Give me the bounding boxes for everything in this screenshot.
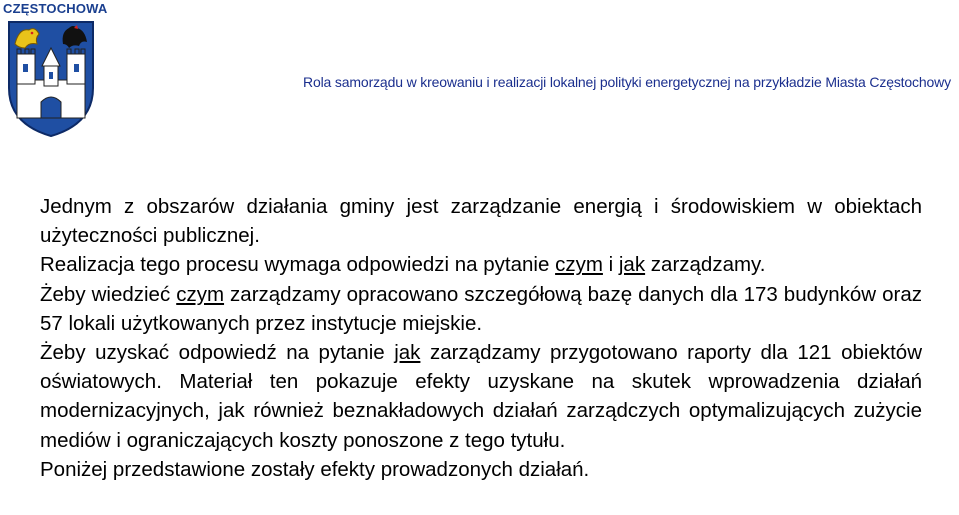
paragraph-4-text-end: zarządzamy przygotowano raporty dla 121 obiektów oświatowych. Materiał ten pokazuje efekty uzyskane na skutek wprowadzenia działań modernizacyjnych, jak również beznakładowych działań zarządczych optymalizujących zużycie mediów i ograniczających koszty ponoszone z tego tytułu. [40, 341, 923, 452]
presentation-title: Rola samorządu w kreowaniu i realizacji lokalnej polityki energetycznej na przykładzie Miasta Częstochowy [303, 74, 951, 90]
main-content [40, 192, 922, 484]
paragraph-3-text-end: zarządzamy opracowano szczegółową bazę danych dla 173 budynków oraz 57 lokali użytkowanych przez instytucje miejskie. [40, 282, 922, 335]
paragraph-2-text-mid: i [602, 253, 619, 277]
city-logo [0, 0, 108, 140]
underlined-word-czym: czym [555, 253, 603, 277]
city-name-label: CZĘSTOCHOWA [3, 1, 108, 16]
paragraph-5: Poniżej przedstawione zostały efekty prowadzonych działań. [40, 457, 590, 481]
underlined-word-jak: jak [618, 253, 646, 277]
paragraph-3 [40, 280, 922, 338]
paragraph-2-text-end: zarządzamy. [645, 253, 766, 277]
paragraph-4 [40, 338, 922, 455]
underlined-word-jak: jak [394, 341, 421, 365]
paragraph-2 [40, 250, 922, 279]
paragraph-1: Jednym z obszarów działania gminy jest zarządzanie energią i środowiskiem w obiektach użyteczności publicznej. [40, 195, 922, 248]
paragraph-2-text-start: Realizacja tego procesu wymaga odpowiedzi na pytanie [40, 253, 556, 277]
paragraph-4-text-start: Żeby uzyskać odpowiedź na pytanie [40, 341, 395, 365]
paragraph-3-text-start: Żeby wiedzieć [40, 282, 177, 306]
underlined-word-czym: czym [176, 282, 225, 306]
city-coat-of-arms-icon [5, 18, 97, 138]
